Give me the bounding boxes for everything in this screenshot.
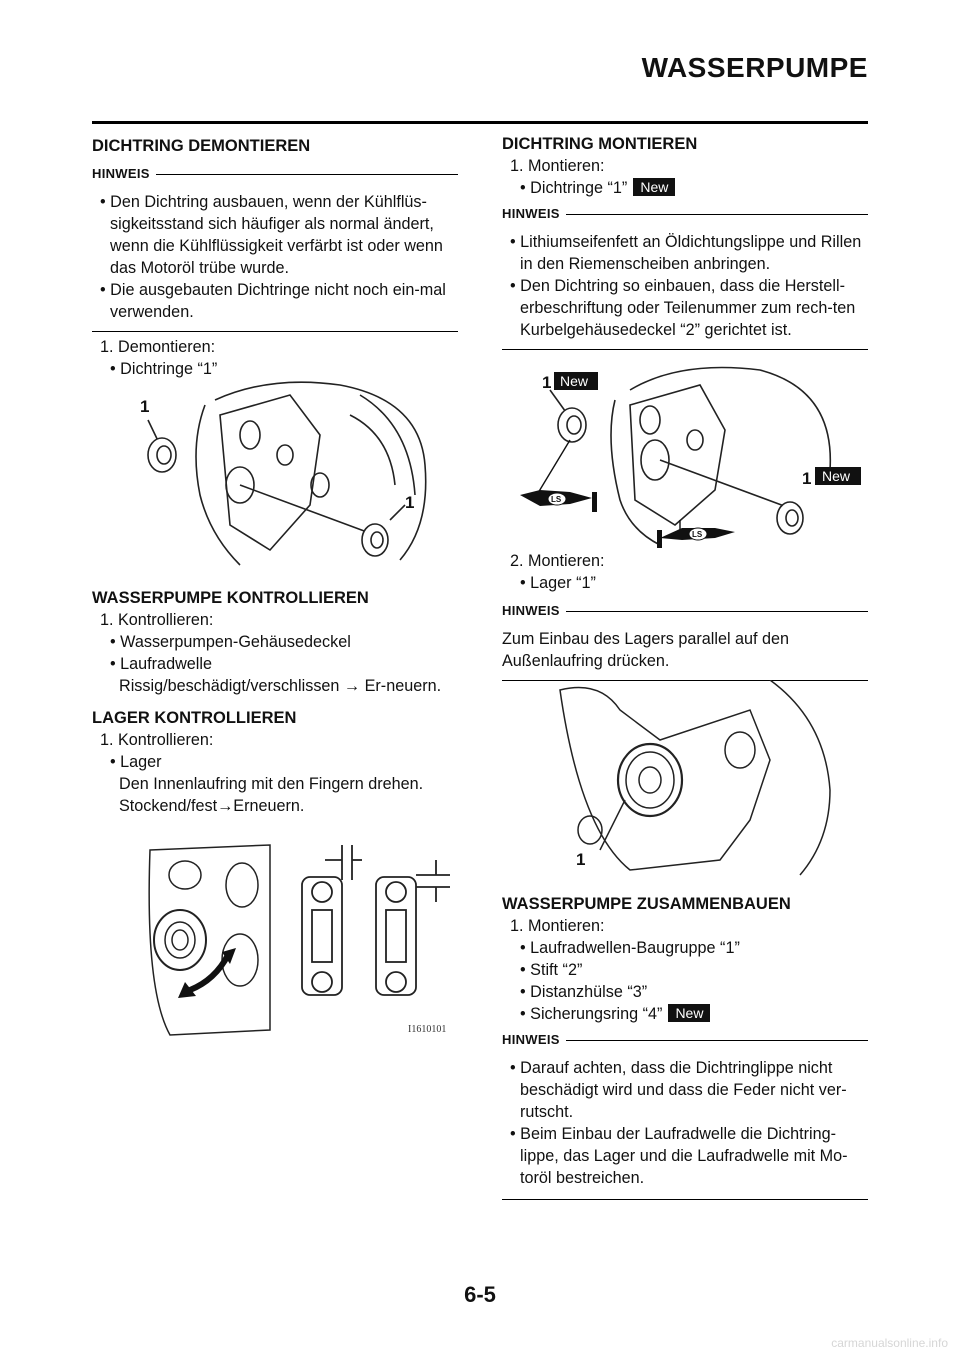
section-title-dichtring-montieren: DICHTRING MONTIEREN: [502, 135, 698, 153]
note-bullet-1: • Lithiumseifenfett an Öldichtungslippe und Rillen in den Riemenscheiben anbringen.: [510, 233, 862, 273]
step-montieren: 1. Montieren:: [510, 917, 605, 935]
fig4-label-1: 1: [576, 850, 586, 869]
figure-seal-removal: [120, 375, 440, 575]
item-laufradwellen-baugruppe: • Laufradwellen-Baugruppe “1”: [520, 939, 740, 957]
item-sicherungsring: • Sicherungsring “4” New: [502, 1003, 868, 1025]
seal-bottom: [777, 502, 803, 534]
hinweis-label: HINWEIS: [502, 203, 868, 225]
figure-bearing-check: [130, 840, 460, 1040]
right-column-lower: [502, 893, 868, 1200]
step-montieren-1: 1. Montieren:: [510, 157, 605, 175]
bearing-note: Zum Einbau des Lagers parallel auf den Außenlaufring drücken.: [502, 630, 790, 670]
ls-grease-icon-1: [520, 490, 597, 512]
item-laufradwelle: • Laufradwelle: [110, 655, 212, 673]
section-title-lager-kontrollieren: LAGER KONTROLLIEREN: [92, 709, 297, 727]
fig3-label-2: 1: [802, 469, 812, 488]
fig1-label-1: 1: [140, 397, 150, 416]
seal-left: [148, 438, 176, 472]
page-title: WASSERPUMPE: [641, 52, 868, 83]
new-badge: New: [668, 1004, 710, 1022]
fig3-label-1: 1: [542, 373, 552, 392]
right-column: [502, 133, 868, 350]
section-title-dichtring-demontieren: DICHTRING DEMONTIEREN: [92, 137, 311, 155]
item-stift: • Stift “2”: [520, 961, 583, 979]
watermark: carmanualsonline.info: [831, 1336, 948, 1350]
hinweis-label: HINWEIS: [92, 163, 458, 185]
note-bullet-2: • Die ausgebauten Dichtringe nicht noch ein-mal verwenden.: [100, 281, 446, 321]
hinweis-label: HINWEIS: [502, 1029, 868, 1051]
svg-text:LS: LS: [692, 530, 703, 539]
item-lager: • Lager: [110, 753, 162, 771]
fig-code: I1610101: [408, 1024, 447, 1035]
fig3-new-badge-1: New: [560, 373, 589, 389]
step-demontieren: 1. Demontieren:: [100, 338, 216, 356]
header-rule: [92, 121, 868, 124]
fig1-label-2: 1: [405, 493, 415, 512]
step-montieren-2: 2. Montieren:: [510, 552, 605, 570]
ls-grease-icon-2: [657, 528, 735, 548]
item-detail: Rissig/beschädigt/verschlissen → Er-neuern.: [119, 677, 442, 695]
note-end-rule: [502, 1199, 868, 1200]
note-bullet-2: • Den Dichtring so einbauen, dass die Herstell-erbeschriftung oder Teilenummer zum rech-ten Kurbelgehäusedeckel “2” gerichtet ist.: [510, 277, 856, 339]
item-dichtringe-new: • Dichtringe “1” New: [502, 177, 868, 199]
item-distanzhuelse: • Distanzhülse “3”: [520, 983, 648, 1001]
left-column-lower: [92, 587, 458, 817]
item-dichtringe: • Dichtringe “1”: [110, 360, 218, 378]
section-title-wasserpumpe-kontrollieren: WASSERPUMPE KONTROLLIEREN: [92, 589, 369, 607]
right-column-mid: [502, 550, 868, 681]
left-column: [92, 135, 458, 380]
note-end-rule: [502, 349, 868, 350]
seal-top: [558, 408, 586, 442]
note-bullet-1: • Darauf achten, dass die Dichtringlippe nicht beschädigt wird und dass die Feder nicht ver-rutscht.: [510, 1059, 847, 1121]
section-title-wasserpumpe-zusammenbauen: WASSERPUMPE ZUSAMMENBAUEN: [502, 895, 791, 913]
note-end-rule: [92, 331, 458, 332]
page-number: 6-5: [464, 1282, 496, 1307]
note-bullet-1: • Den Dichtring ausbauen, wenn der Kühlflüs-sigkeitsstand sich häufiger als normal ändert, wenn die Kühlflüssigkeit verfärbt ist oder wenn das Motoröl trübe wurde.: [100, 193, 443, 277]
hinweis-label: HINWEIS: [502, 600, 868, 622]
step-kontrollieren-lager: 1. Kontrollieren:: [100, 731, 214, 749]
lager-detail-2: Stockend/fest→Erneuern.: [119, 797, 305, 815]
figure-seal-install: [510, 360, 870, 555]
note-bullet-2: • Beim Einbau der Laufradwelle die Dichtring-lippe, das Lager und die Laufradwelle mit Mo-toröl bestreichen.: [510, 1125, 848, 1187]
item-gehaeusedeckel: • Wasserpumpen-Gehäusedeckel: [110, 633, 351, 651]
seal-right: [362, 524, 388, 556]
fig3-new-badge-2: New: [822, 468, 851, 484]
figure-bearing-install: [540, 680, 840, 880]
item-lager: • Lager “1”: [520, 574, 596, 592]
lager-detail-1: Den Innenlaufring mit den Fingern drehen.: [119, 775, 424, 793]
svg-text:LS: LS: [551, 495, 562, 504]
new-badge: New: [633, 178, 675, 196]
step-kontrollieren: 1. Kontrollieren:: [100, 611, 214, 629]
